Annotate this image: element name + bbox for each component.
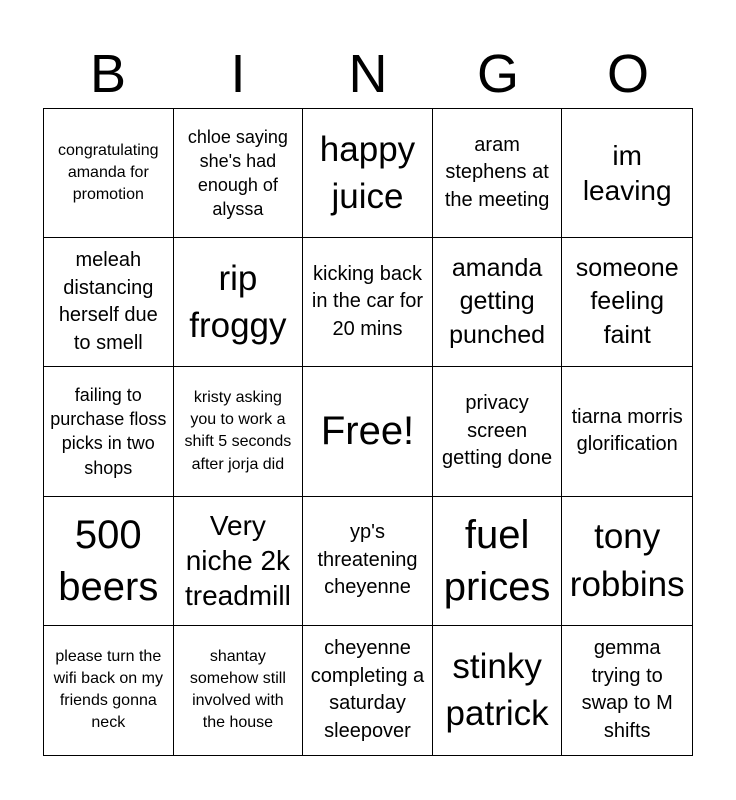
cell-text: kristy asking you to work a shift 5 seconds after jorja did (184, 389, 292, 473)
cell-text: please turn the wifi back on my friends gonna neck (53, 648, 163, 732)
bingo-cell[interactable] (174, 626, 304, 755)
bingo-cell[interactable] (174, 238, 304, 367)
bingo-board (43, 108, 693, 756)
bingo-cell[interactable] (44, 238, 174, 367)
cell-text: Very niche 2k treadmill (184, 510, 291, 612)
cell-text: tiarna morris glorification (571, 405, 683, 456)
bingo-cell[interactable] (562, 238, 692, 367)
cell-text: happy juice (319, 129, 416, 217)
cell-text: amanda getting punched (449, 253, 546, 350)
bingo-cell[interactable] (562, 497, 692, 626)
cell-text: cheyenne completing a saturday sleepover (310, 637, 425, 742)
cell-text: im leaving (582, 140, 672, 207)
cell-text: kicking back in the car for 20 mins (311, 262, 424, 341)
bingo-cell[interactable] (44, 367, 174, 496)
cell-text: someone feeling faint (575, 253, 679, 350)
bingo-cell[interactable] (433, 238, 563, 367)
header-letter-g: G (476, 44, 519, 104)
bingo-cell[interactable] (303, 238, 433, 367)
cell-text: fuel prices (443, 512, 551, 609)
bingo-cell[interactable] (433, 626, 563, 755)
bingo-cell[interactable] (433, 109, 563, 238)
cell-text: 500 beers (58, 512, 159, 609)
cell-text: shantay somehow still involved with the house (189, 648, 286, 732)
cell-text: failing to purchase floss picks in two shops (50, 384, 167, 478)
header-letter-i: I (230, 44, 246, 104)
bingo-cell[interactable] (303, 497, 433, 626)
bingo-cell[interactable] (44, 626, 174, 755)
bingo-cell[interactable] (174, 109, 304, 238)
bingo-cell[interactable] (433, 497, 563, 626)
bingo-cell[interactable] (433, 367, 563, 496)
header-letter-o: O (606, 44, 649, 104)
bingo-cell[interactable] (303, 109, 433, 238)
cell-text: meleah distancing herself due to smell (58, 249, 158, 354)
cell-text: rip froggy (189, 259, 287, 346)
bingo-cell[interactable] (562, 109, 692, 238)
header-letter-b: B (89, 44, 127, 104)
cell-text: aram stephens at the meeting (444, 133, 550, 211)
cell-text: tony robbins (569, 517, 685, 604)
header-letter-n: N (348, 44, 388, 104)
cell-text: gemma trying to swap to M shifts (581, 637, 673, 742)
cell-text: stinky patrick (445, 647, 549, 734)
cell-text: congratulating amanda for promotion (58, 141, 159, 204)
cell-text: privacy screen getting done (442, 392, 553, 470)
bingo-cell[interactable] (44, 497, 174, 626)
free-space[interactable] (303, 367, 433, 496)
bingo-header (43, 40, 693, 108)
cell-text: Free! (320, 409, 415, 454)
bingo-cell[interactable] (562, 626, 692, 755)
bingo-cell[interactable] (562, 367, 692, 496)
bingo-cell[interactable] (174, 367, 304, 496)
cell-text: chloe saying she's had enough of alyssa (187, 126, 288, 220)
bingo-cell[interactable] (303, 626, 433, 755)
bingo-cell[interactable] (174, 497, 304, 626)
bingo-cell[interactable] (44, 109, 174, 238)
cell-text: yp's threatening cheyenne (317, 521, 418, 599)
